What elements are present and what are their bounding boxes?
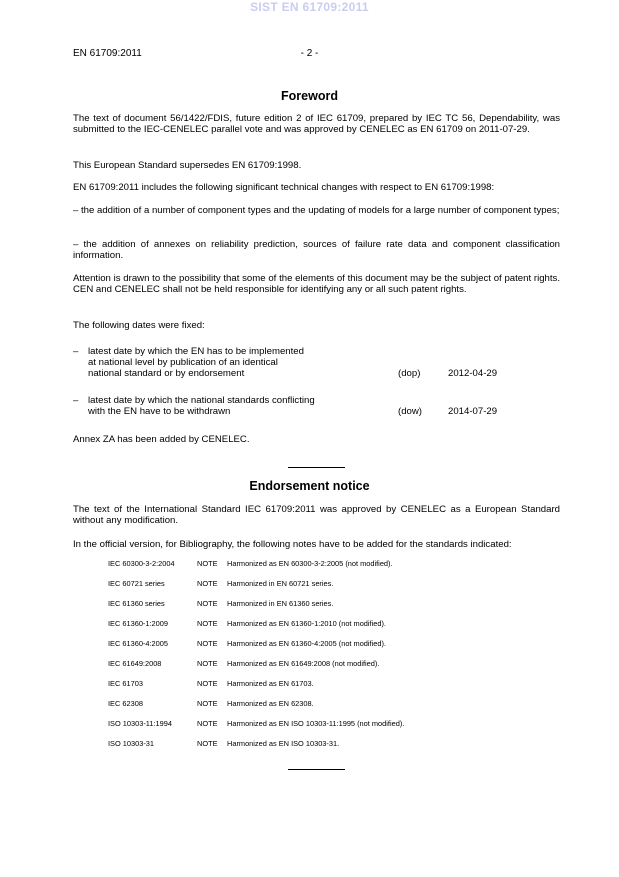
foreword-paragraph-3: EN 61709:2011 includes the following significant technical changes with respect to EN 61709:1998: [73,182,495,193]
note-label: NOTE [197,579,218,588]
foreword-paragraph-dates-intro: The following dates were fixed: [73,320,205,331]
date-item-line: latest date by which the EN has to be implemented [88,346,304,357]
date-item-dash: – [73,395,79,406]
bibliography-notes-list [108,559,560,759]
foreword-paragraph-1: The text of document 56/1422/FDIS, future edition 2 of IEC 61709, prepared by IEC TC 56, Dependability, was submitted to the IEC-CENELEC parallel vote and was approved by CENELEC as EN 61709 on 2011-07-29. [73,113,560,135]
note-label: NOTE [197,739,218,748]
endorsement-paragraph-2: In the official version, for Bibliography, the following notes have to be added for the standards indicated: [73,539,512,550]
date-item-description [88,395,343,417]
note-standard: ISO 10303-11:1994 [108,719,172,728]
note-label: NOTE [197,639,218,648]
foreword-change-1: – the addition of a number of component types and the updating of models for a large number of component types; [73,205,560,216]
date-item-abbr: (dow) [398,406,422,417]
note-row [108,639,560,659]
note-standard: IEC 61703 [108,679,143,688]
date-item-dash: – [73,346,79,357]
note-text: Harmonized as EN 60300-3-2:2005 (not modified). [227,559,393,568]
note-text: Harmonized in EN 60721 series. [227,579,334,588]
note-row [108,559,560,579]
date-item-dop [73,346,560,380]
note-label: NOTE [197,599,218,608]
note-row [108,599,560,619]
section-divider [288,467,345,468]
note-row [108,579,560,599]
date-item-abbr: (dop) [398,368,421,379]
header-page-number: - 2 - [300,48,319,59]
note-standard: IEC 61649:2008 [108,659,162,668]
note-row [108,679,560,699]
note-standard: IEC 61360-1:2009 [108,619,168,628]
note-text: Harmonized as EN 61360-4:2005 (not modified). [227,639,386,648]
note-row [108,659,560,679]
end-divider [288,769,345,770]
note-text: Harmonized in EN 61360 series. [227,599,334,608]
note-standard: IEC 62308 [108,699,143,708]
foreword-title: Foreword [281,89,338,103]
note-text: Harmonized as EN 61703. [227,679,314,688]
note-standard: IEC 60721 series [108,579,165,588]
endorsement-title: Endorsement notice [249,479,370,493]
date-item-description [88,346,343,379]
date-item-line: latest date by which the national standards conflicting [88,395,315,406]
note-row [108,699,560,719]
note-label: NOTE [197,719,218,728]
note-text: Harmonized as EN 61649:2008 (not modified). [227,659,380,668]
note-text: Harmonized as EN ISO 10303-31. [227,739,340,748]
note-row [108,619,560,639]
note-text: Harmonized as EN ISO 10303-11:1995 (not modified). [227,719,405,728]
note-standard: IEC 61360-4:2005 [108,639,168,648]
note-label: NOTE [197,699,218,708]
note-text: Harmonized as EN 61360-1:2010 (not modified). [227,619,386,628]
date-item-line: at national level by publication of an identical [88,357,278,368]
note-standard: ISO 10303-31 [108,739,155,748]
endorsement-paragraph-1: The text of the International Standard IEC 61709:2011 was approved by CENELEC as a European Standard without any modification. [73,504,560,526]
date-item-date: 2014-07-29 [448,406,498,417]
foreword-paragraph-annex: Annex ZA has been added by CENELEC. [73,434,250,445]
note-standard: IEC 61360 series [108,599,165,608]
header-doc-id: EN 61709:2011 [73,48,142,59]
note-label: NOTE [197,559,218,568]
date-item-line: national standard or by endorsement [88,368,245,379]
note-row [108,719,560,739]
note-text: Harmonized as EN 62308. [227,699,314,708]
foreword-change-2: – the addition of annexes on reliability prediction, sources of failure rate data and component classification information. [73,239,560,261]
date-item-dow [73,395,560,419]
note-label: NOTE [197,679,218,688]
date-item-date: 2012-04-29 [448,368,498,379]
foreword-paragraph-patents: Attention is drawn to the possibility that some of the elements of this document may be the subject of patent rights. CEN and CENELEC shall not be held responsible for identifying any or all such patent rights. [73,273,560,295]
foreword-paragraph-2: This European Standard supersedes EN 61709:1998. [73,160,302,171]
note-label: NOTE [197,659,218,668]
note-standard: IEC 60300-3-2:2004 [108,559,175,568]
note-label: NOTE [197,619,218,628]
date-item-line: with the EN have to be withdrawn [88,406,231,417]
watermark: SIST EN 61709:2011 [250,0,369,14]
note-row [108,739,560,759]
